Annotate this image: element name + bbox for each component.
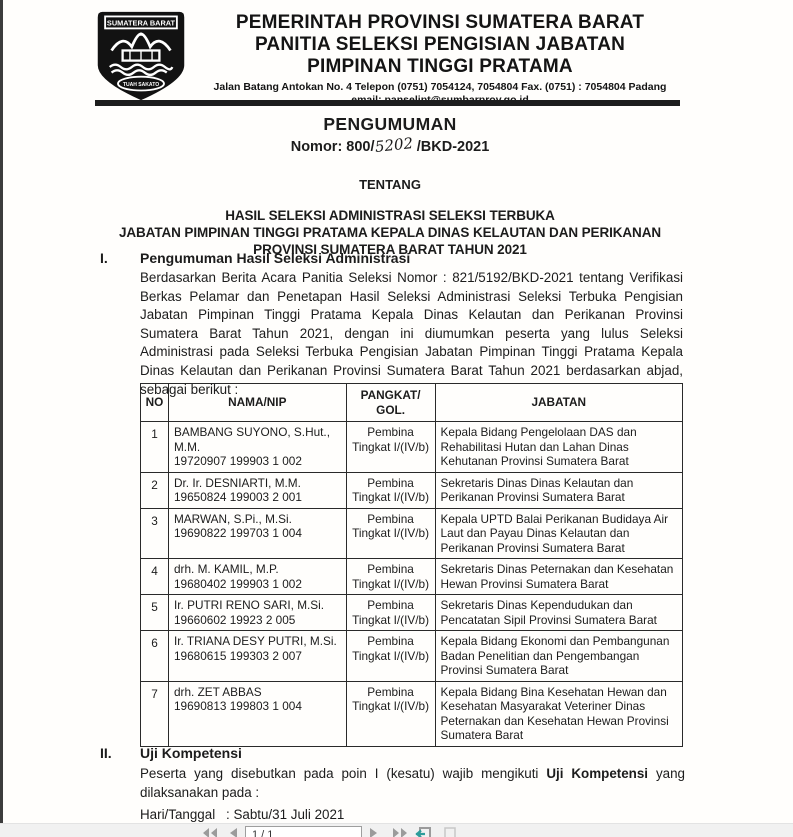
pangkat-line1: Pembina: [367, 562, 414, 576]
email-label: email:: [351, 94, 385, 106]
letterhead-line2: PANITIA SELEKSI PENGISIAN JABATAN: [254, 34, 626, 55]
cell-jabatan: Kepala Bidang Ekonomi dan Pembangunan Badan Penelitian dan Pengembangan Provinsi Sumatera Barat: [435, 631, 682, 682]
candidate-nip: 19650824 199003 2 001: [173, 490, 302, 504]
candidate-nip: 19690813 199803 1 004: [173, 699, 302, 713]
cell-no: 5: [141, 595, 169, 631]
cell-nama-nip: [168, 595, 346, 631]
cell-pangkat: [346, 631, 435, 682]
section-2-text-before: Peserta yang disebutkan pada poin I (kesatu) wajib mengikuti: [140, 766, 547, 781]
section-2-title: Uji Kompetensi: [140, 745, 242, 761]
nomor-handwritten: 5202: [373, 134, 414, 156]
cell-pangkat: [346, 422, 435, 473]
header-pangkat-line2: GOL.: [376, 402, 405, 417]
letterhead-divider: [95, 100, 680, 106]
provincial-seal-logo: [95, 8, 195, 107]
last-page-button[interactable]: [390, 827, 410, 837]
candidate-nip: 19720907 199903 1 002: [173, 454, 302, 468]
pangkat-line2: Tingkat I/(IV/b): [352, 576, 430, 591]
svg-text:SUMATERA BARAT: SUMATERA BARAT: [106, 18, 176, 28]
schedule-value: : Sabtu/31 Juli 2021: [226, 807, 345, 822]
subject-line3: PROVINSI SUMATERA BARAT TAHUN 2021: [253, 242, 527, 257]
table-row: [141, 559, 683, 595]
cell-nama-nip: [168, 631, 346, 682]
next-page-button[interactable]: [367, 827, 381, 837]
previous-page-icon: [228, 827, 238, 837]
letterhead-text: [195, 8, 685, 107]
scan-edge-shadow: [0, 0, 3, 823]
pangkat-line2: Tingkat I/(IV/b): [352, 612, 430, 627]
cell-jabatan: Kepala Bidang Pengelolaan DAS dan Rehabilitasi Hutan dan Lahan Dinas Kehutanan Provinsi Sumatera Barat: [435, 422, 682, 473]
candidate-name: Dr. Ir. DESNIARTI, M.M.: [173, 475, 301, 490]
cell-no: 4: [141, 559, 169, 595]
header-no: NO: [141, 384, 169, 422]
letterhead: [95, 8, 685, 107]
cell-jabatan: Sekretaris Dinas Peternakan dan Kesehatan Hewan Provinsi Sumatera Barat: [435, 559, 682, 595]
cell-pangkat: [346, 559, 435, 595]
announcement-title: PENGUMUMAN: [323, 114, 457, 134]
cell-pangkat: [346, 681, 435, 746]
select-tool-button[interactable]: [443, 827, 457, 837]
cell-jabatan: Sekretaris Dinas Kependudukan dan Pencatatan Sipil Provinsi Sumatera Barat: [435, 595, 682, 631]
announcement-number: [60, 134, 720, 156]
cell-pangkat: [346, 595, 435, 631]
header-pangkat-gol: [346, 384, 435, 422]
pangkat-line1: Pembina: [367, 598, 414, 612]
cell-no: 2: [141, 472, 169, 508]
tentang-label: TENTANG: [359, 177, 421, 192]
previous-view-button[interactable]: [413, 827, 433, 837]
pangkat-line1: Pembina: [367, 684, 414, 699]
first-page-icon: [201, 827, 219, 837]
cell-nama-nip: [168, 559, 346, 595]
cell-pangkat: [346, 472, 435, 508]
section-1-heading-row: [100, 250, 685, 266]
table-header-row: [141, 384, 683, 422]
cell-no: 7: [141, 681, 169, 746]
cell-pangkat: [346, 508, 435, 559]
previous-view-icon: [415, 827, 431, 837]
candidate-name: MARWAN, S.Pi., M.Si.: [173, 511, 292, 526]
table-row: [141, 472, 683, 508]
pangkat-line2: Tingkat I/(IV/b): [352, 490, 430, 504]
candidate-name: drh. M. KAMIL, M.P.: [173, 562, 279, 576]
cell-nama-nip: [168, 472, 346, 508]
section-1-title: Pengumuman Hasil Seleksi Administrasi: [140, 250, 411, 266]
cell-nama-nip: [168, 422, 346, 473]
candidate-name: Ir. TRIANA DESY PUTRI, M.Si.: [173, 634, 337, 648]
cell-no: 1: [141, 422, 169, 473]
nomor-suffix: /BKD-2021: [412, 139, 490, 155]
subject-line1: HASIL SELEKSI ADMINISTRASI SELEKSI TERBUKA: [225, 208, 555, 223]
cell-nama-nip: [168, 508, 346, 559]
section-2-paragraph: [140, 764, 685, 802]
section-1: [100, 250, 685, 399]
candidate-nip: 19660602 19923 2 005: [173, 612, 296, 627]
pangkat-line2: Tingkat I/(IV/b): [352, 439, 430, 454]
cell-jabatan: Kepala Bidang Bina Kesehatan Hewan dan Kesehatan Masyarakat Veteriner Dinas Peternakan dan Kesehatan Hewan Provinsi Sumatera Barat: [435, 681, 682, 746]
title-block: [60, 114, 720, 258]
table-row: [141, 631, 683, 682]
table-row: [141, 422, 683, 473]
section-1-paragraph: Berdasarkan Berita Acara Panitia Seleksi Nomor : 821/5192/BKD-2021 tentang Verifikasi Berkas Pelamar dan Penetapan Hasil Seleksi Administrasi Seleksi Terbuka Pengisian Jabatan Pimpinan Tinggi Pratama Kepala Dinas Kelautan dan Perikanan Provinsi Sumatera Barat Tahun 2021, dengan ini diumumkan peserta yang lulus Seleksi Administrasi pada Seleksi Terbuka Pengisian Jabatan Pimpinan Tinggi Pratama Kepala Dinas Kelautan dan Perikanan Provinsi Sumatera Barat Tahun 2021 berdasarkan abjad, sebagai berikut :: [140, 270, 683, 397]
schedule-label: Hari/Tanggal: [140, 807, 216, 822]
next-page-icon: [369, 827, 379, 837]
pangkat-line2: Tingkat I/(IV/b): [352, 699, 430, 713]
pangkat-line1: Pembina: [367, 475, 414, 490]
candidate-nip: 19680615 199303 2 007: [173, 648, 302, 663]
pangkat-line1: Pembina: [367, 511, 414, 526]
selection-results-table: [140, 383, 683, 747]
pangkat-line2: Tingkat I/(IV/b): [352, 648, 430, 663]
page-number-input[interactable]: [245, 826, 362, 837]
previous-page-button[interactable]: [226, 827, 240, 837]
table-row: [141, 595, 683, 631]
letterhead-line1: PEMERINTAH PROVINSI SUMATERA BARAT: [235, 12, 645, 33]
letterhead-address: Jalan Batang Antokan No. 4 Telepon (0751) 7054124, 7054804 Fax. (0751) : 7054804 Padang: [213, 81, 667, 93]
section-2-text-after: yang dilaksanakan pada :: [140, 766, 685, 800]
candidate-nip: 19690822 199703 1 004: [173, 526, 302, 540]
candidate-nip: 19680402 199903 1 002: [173, 576, 302, 591]
schedule-row-day: [140, 806, 685, 823]
square-tool-icon: [444, 827, 456, 837]
section-2-text-bold: Uji Kompetensi: [546, 766, 649, 781]
table-row: [141, 508, 683, 559]
section-2-heading-row: [100, 745, 685, 761]
header-jabatan: JABATAN: [435, 384, 682, 422]
section-1-numeral: I.: [100, 250, 108, 266]
subject-line2: JABATAN PIMPINAN TINGGI PRATAMA KEPALA DINAS KELAUTAN DAN PERIKANAN: [118, 225, 662, 240]
cell-no: 3: [141, 508, 169, 559]
sumatera-barat-emblem-icon: [95, 10, 187, 102]
candidate-name: BAMBANG SUYONO, S.Hut., M.M.: [173, 425, 330, 454]
cell-jabatan: Sekretaris Dinas Dinas Kelautan dan Perikanan Provinsi Sumatera Barat: [435, 472, 682, 508]
letterhead-line3: PIMPINAN TINGGI PRATAMA: [307, 56, 573, 77]
cell-nama-nip: [168, 681, 346, 746]
header-pangkat-line1: PANGKAT/: [360, 388, 421, 402]
cell-no: 6: [141, 631, 169, 682]
candidate-name: drh. ZET ABBAS: [173, 684, 262, 699]
header-nama-nip: NAMA/NIP: [168, 384, 346, 422]
pdf-viewer-toolbar: [0, 823, 793, 837]
pangkat-line1: Pembina: [367, 425, 414, 439]
candidate-name: Ir. PUTRI RENO SARI, M.Si.: [173, 598, 325, 612]
last-page-icon: [391, 827, 409, 837]
nomor-prefix: Nomor: 800/: [290, 139, 375, 155]
pangkat-line1: Pembina: [367, 634, 414, 648]
section-2-numeral: II.: [100, 745, 112, 761]
pangkat-line2: Tingkat I/(IV/b): [352, 526, 430, 540]
svg-text:TUAH SAKATO: TUAH SAKATO: [122, 81, 160, 88]
cell-jabatan: Kepala UPTD Balai Perikanan Budidaya Air Laut dan Payau Dinas Kelautan dan Perikanan Provinsi Sumatera Barat: [435, 508, 682, 559]
first-page-button[interactable]: [200, 827, 220, 837]
email-address: panseljpt@sumbarprov.go.id: [384, 94, 529, 106]
table-row: [141, 681, 683, 746]
